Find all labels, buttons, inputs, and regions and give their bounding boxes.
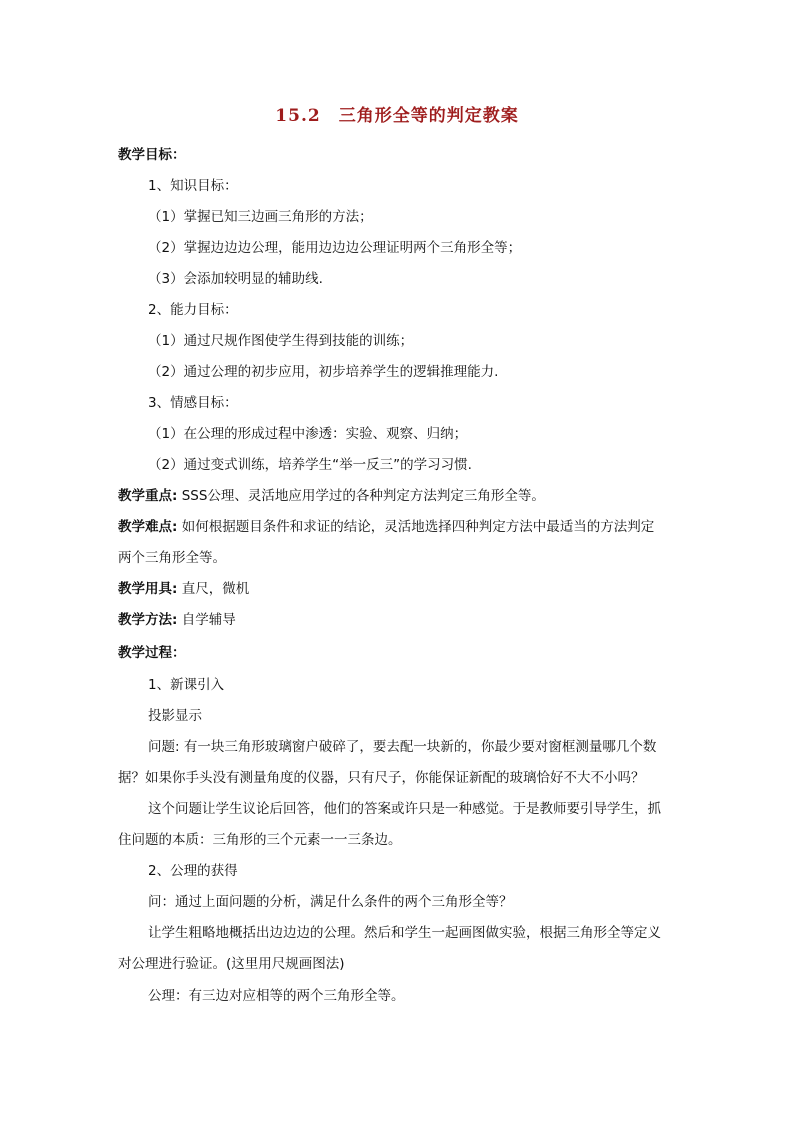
- intro-label: 1、新课引入: [148, 677, 225, 693]
- summary-line-1: 让学生粗略地概括出边边边的公理。然后和学生一起画图做实验，根据三角形全等定义: [148, 925, 661, 941]
- goals-heading: 教学目标：: [118, 147, 186, 163]
- difficulty-text-line2: 两个三角形全等。: [118, 550, 226, 566]
- tools-row: [118, 579, 249, 599]
- ability-goal-item-2: （2）通过公理的初步应用，初步培养学生的逻辑推理能力.: [148, 364, 499, 380]
- method-text: 自学辅导: [177, 612, 236, 628]
- difficulty-row: [118, 517, 654, 537]
- projection-text: 投影显示: [148, 708, 202, 724]
- ability-goal-item-1: （1）通过尺规作图使学生得到技能的训练；: [148, 333, 414, 349]
- knowledge-goal-label: 1、知识目标：: [148, 178, 238, 194]
- tools-text: 直尺，微机: [177, 581, 250, 597]
- difficulty-text-line1: 如何根据题目条件和求证的结论，灵活地选择四种判定方法中最适当的方法判定: [177, 519, 655, 535]
- key-points-text: SSS公理、灵活地应用学过的各种判定方法判定三角形全等。: [177, 488, 545, 504]
- question-line-2: 据？如果你手头没有测量角度的仪器，只有尺子，你能保证新配的玻璃恰好不大不小吗？: [118, 770, 645, 786]
- document-title: 15.2 三角形全等的判定教案: [275, 106, 519, 126]
- difficulty-label: 教学难点:: [118, 519, 178, 535]
- discuss-line-1: 这个问题让学生议论后回答，他们的答案或许只是一种感觉。于是教师要引导学生，抓: [148, 801, 661, 817]
- axiom-section-label: 2、公理的获得: [148, 863, 238, 879]
- method-row: [118, 610, 236, 630]
- ability-goal-label: 2、能力目标：: [148, 302, 238, 318]
- emotion-goal-item-2: （2）通过变式训练，培养学生“举一反三”的学习习惯.: [148, 457, 472, 473]
- tools-label: 教学用具:: [118, 581, 178, 597]
- axiom-statement: 公理：有三边对应相等的两个三角形全等。: [148, 988, 405, 1004]
- ask-line: 问：通过上面问题的分析，满足什么条件的两个三角形全等？: [148, 894, 513, 910]
- discuss-line-2: 住问题的本质：三角形的三个元素一一三条边。: [118, 832, 402, 848]
- knowledge-goal-item-3: （3）会添加较明显的辅助线.: [148, 271, 323, 287]
- key-points-row: [118, 486, 545, 506]
- knowledge-goal-item-2: （2）掌握边边边公理，能用边边边公理证明两个三角形全等；: [148, 240, 522, 256]
- key-points-label: 教学重点:: [118, 488, 178, 504]
- knowledge-goal-item-1: （1）掌握已知三边画三角形的方法；: [148, 209, 373, 225]
- emotion-goal-item-1: （1）在公理的形成过程中渗透：实验、观察、归纳；: [148, 426, 468, 442]
- method-label: 教学方法:: [118, 612, 178, 628]
- process-heading: 教学过程：: [118, 645, 186, 661]
- question-line-1: 问题: 有一块三角形玻璃窗户破碎了，要去配一块新的，你最少要对窗框测量哪几个数: [148, 739, 657, 755]
- emotion-goal-label: 3、情感目标：: [148, 395, 238, 411]
- summary-line-2: 对公理进行验证。(这里用尺规画图法): [118, 956, 345, 972]
